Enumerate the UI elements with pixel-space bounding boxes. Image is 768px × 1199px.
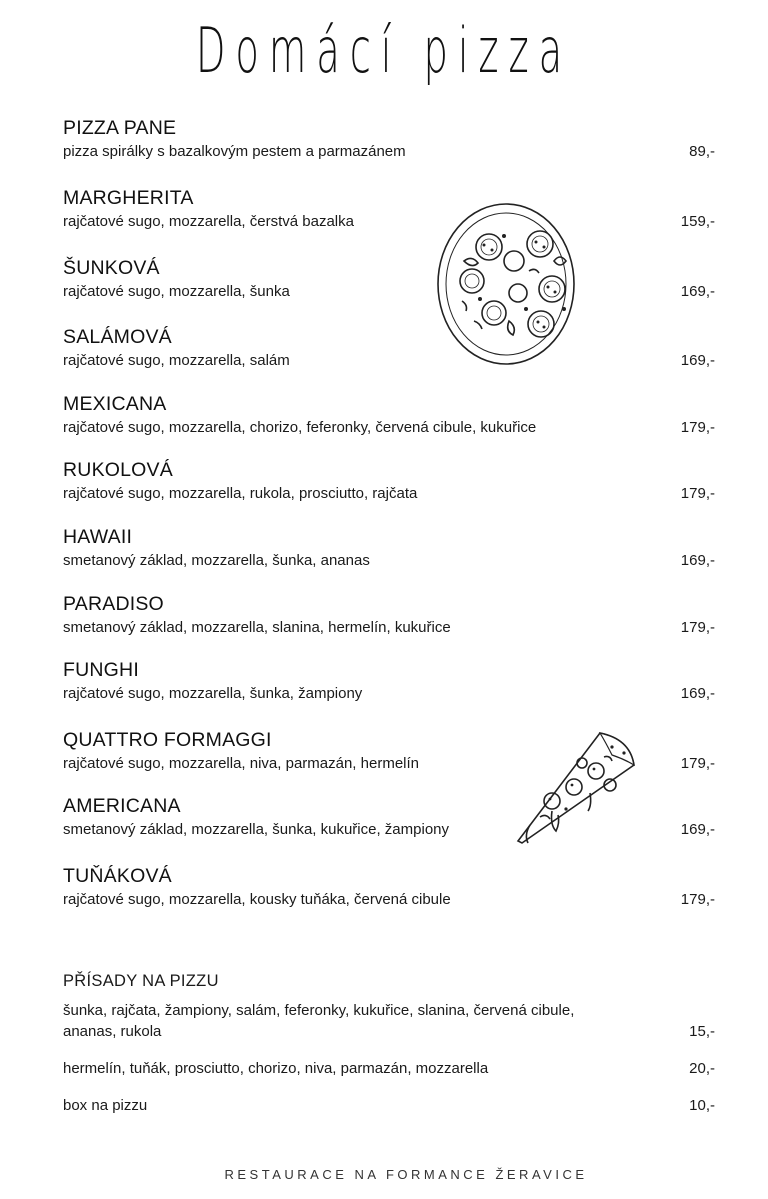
- menu-item-name: MEXICANA: [63, 393, 167, 415]
- extras-row: [63, 1058, 715, 1079]
- menu-item-price: 169,-: [680, 685, 715, 702]
- menu-item-price: 179,-: [680, 755, 715, 772]
- menu-title: Domácí pizza: [195, 14, 573, 87]
- footer-restaurant-name: RESTAURACE NA FORMANCE ŽERAVICE: [224, 1167, 588, 1182]
- menu-item-desc: rajčatové sugo, mozzarella, salám: [63, 352, 290, 369]
- extras-price: 20,-: [689, 1060, 715, 1077]
- menu-item-desc: smetanový základ, mozzarella, šunka, ananas: [63, 552, 370, 569]
- menu-item-name: MARGHERITA: [63, 187, 194, 209]
- menu-item-price: 179,-: [680, 485, 715, 502]
- extras-row: [63, 1000, 715, 1042]
- menu-item-price: 179,-: [680, 891, 715, 908]
- pizza-slice-illustration-icon: [512, 729, 640, 847]
- menu-item-desc: smetanový základ, mozzarella, šunka, kukuřice, žampiony: [63, 821, 450, 838]
- menu-item-name: TUŇÁKOVÁ: [63, 865, 172, 887]
- menu-item: [63, 117, 715, 161]
- menu-item-price: 169,-: [680, 821, 715, 838]
- menu-item-name: FUNGHI: [63, 659, 139, 681]
- menu-item-desc: rajčatové sugo, mozzarella, niva, parmazán, hermelín: [63, 755, 420, 772]
- menu-item-name: QUATTRO FORMAGGI: [63, 729, 272, 751]
- menu-item-name: HAWAII: [63, 526, 133, 548]
- menu-item: [63, 393, 715, 437]
- menu-item: [63, 593, 715, 637]
- menu-item-desc: rajčatové sugo, mozzarella, šunka, žampiony: [63, 685, 363, 702]
- extras-price: 15,-: [689, 1023, 715, 1040]
- menu-item-price: 179,-: [680, 619, 715, 636]
- extras-desc: hermelín, tuňák, prosciutto, chorizo, niva, parmazán, mozzarella: [63, 1060, 489, 1077]
- extras-price: 10,-: [689, 1097, 715, 1114]
- menu-item-price: 169,-: [680, 552, 715, 569]
- menu-item: [63, 459, 715, 503]
- menu-item-desc: pizza spirálky s bazalkovým pestem a parmazánem: [63, 143, 406, 160]
- menu-item-desc: rajčatové sugo, mozzarella, kousky tuňáka, červená cibule: [63, 891, 451, 908]
- menu-item-desc: rajčatové sugo, mozzarella, rukola, prosciutto, rajčata: [63, 485, 418, 502]
- menu-item-price: 179,-: [680, 419, 715, 436]
- menu-item-name: SALÁMOVÁ: [63, 326, 172, 348]
- menu-item: [63, 865, 715, 909]
- menu-item: [63, 257, 715, 301]
- menu-item-price: 159,-: [680, 213, 715, 230]
- menu-item-name: AMERICANA: [63, 795, 181, 817]
- menu-item-name: RUKOLOVÁ: [63, 459, 173, 481]
- menu-item-name: PARADISO: [63, 593, 164, 615]
- pizza-illustration-icon: [434, 201, 584, 367]
- menu-item-price: 169,-: [680, 352, 715, 369]
- extras-desc: šunka, rajčata, žampiony, salám, feferonky, kukuřice, slanina, červená cibule, ananas, rukola: [63, 1002, 575, 1040]
- menu-item-price: 169,-: [680, 283, 715, 300]
- menu-item-desc: smetanový základ, mozzarella, slanina, hermelín, kukuřice: [63, 619, 451, 636]
- menu-item-desc: rajčatové sugo, mozzarella, chorizo, feferonky, červená cibule, kukuřice: [63, 419, 537, 436]
- menu-item-price: 89,-: [689, 143, 715, 160]
- menu-item-name: PIZZA PANE: [63, 117, 177, 139]
- extras-row: [63, 1095, 715, 1116]
- menu-item-desc: rajčatové sugo, mozzarella, šunka: [63, 283, 290, 300]
- menu-item: [63, 326, 715, 370]
- extras-heading: PŘÍSADY NA PIZZU: [63, 972, 219, 990]
- extras-desc: box na pizzu: [63, 1097, 148, 1114]
- menu-item: [63, 187, 715, 231]
- menu-item: [63, 659, 715, 703]
- menu-item-name: ŠUNKOVÁ: [63, 257, 160, 279]
- menu-item: [63, 526, 715, 570]
- menu-item-desc: rajčatové sugo, mozzarella, čerstvá bazalka: [63, 213, 354, 230]
